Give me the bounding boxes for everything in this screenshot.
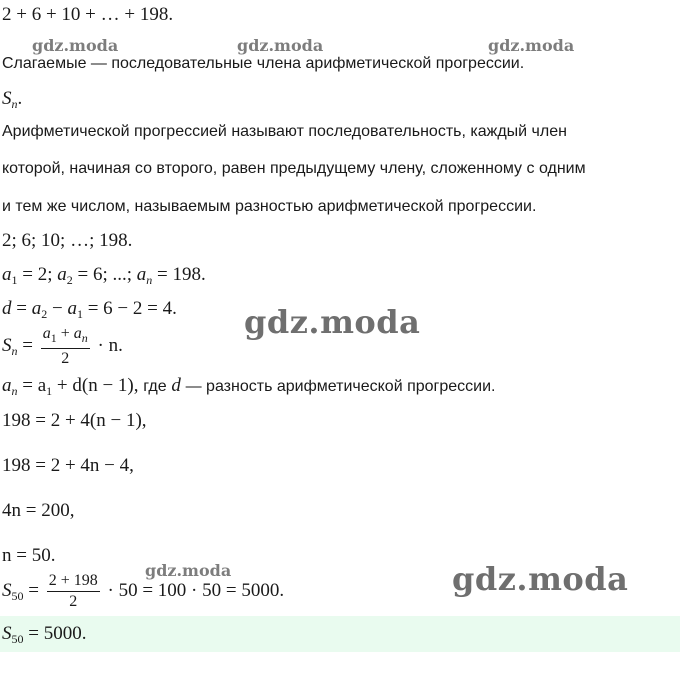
difference-line: $d = a_2 - a_1 = 6 - 2 = 4$. [2, 298, 177, 321]
watermark: gdz.moda [452, 560, 629, 598]
sn-symbol: $S_n$. [2, 88, 23, 111]
watermark: gdz.moda [237, 36, 324, 55]
watermark: gdz.moda [145, 561, 232, 580]
terms-values: $a_1 = 2$; $a_2 = 6$; ...; $a_n = 198$. [2, 264, 206, 287]
watermark: gdz.moda [244, 303, 421, 341]
sequence: 2; 6; 10; …; 198. [2, 230, 133, 251]
equation-1: 198 = 2 + 4(n − 1), [2, 410, 147, 431]
equation-3: 4n = 200, [2, 500, 75, 521]
definition-line-2: которой, начиная со второго, равен предыдущему члену, сложенному с одним [2, 160, 586, 177]
sum-expression: 2 + 6 + 10 + … + 198. [2, 4, 174, 25]
terms-note: Слагаемые — последовательные члена арифметической прогрессии. [2, 55, 525, 72]
answer-line: $S_{50} = 5000$. [2, 623, 87, 646]
equation-4: n = 50. [2, 545, 56, 566]
watermark: gdz.moda [32, 36, 119, 55]
nth-term-formula: $a_n = a_1 + d(n - 1)$, где d — разность арифметической прогрессии. [2, 375, 496, 398]
definition-line-1: Арифметической прогрессией называют последовательность, каждый член [2, 123, 567, 140]
answer-highlight [0, 616, 680, 652]
s50-computation: $S_{50}$ = $\frac{2 + 198}{2}$ · 50 = 100 · 50 = 5000. [2, 572, 285, 610]
equation-2: 198 = 2 + 4n − 4, [2, 455, 134, 476]
watermark: gdz.moda [488, 36, 575, 55]
sum-formula: $S_n$ = $\frac{a_1 + a_n}{2}$ · n. [2, 325, 123, 367]
definition-line-3: и тем же числом, называемым разностью арифметической прогрессии. [2, 198, 537, 215]
